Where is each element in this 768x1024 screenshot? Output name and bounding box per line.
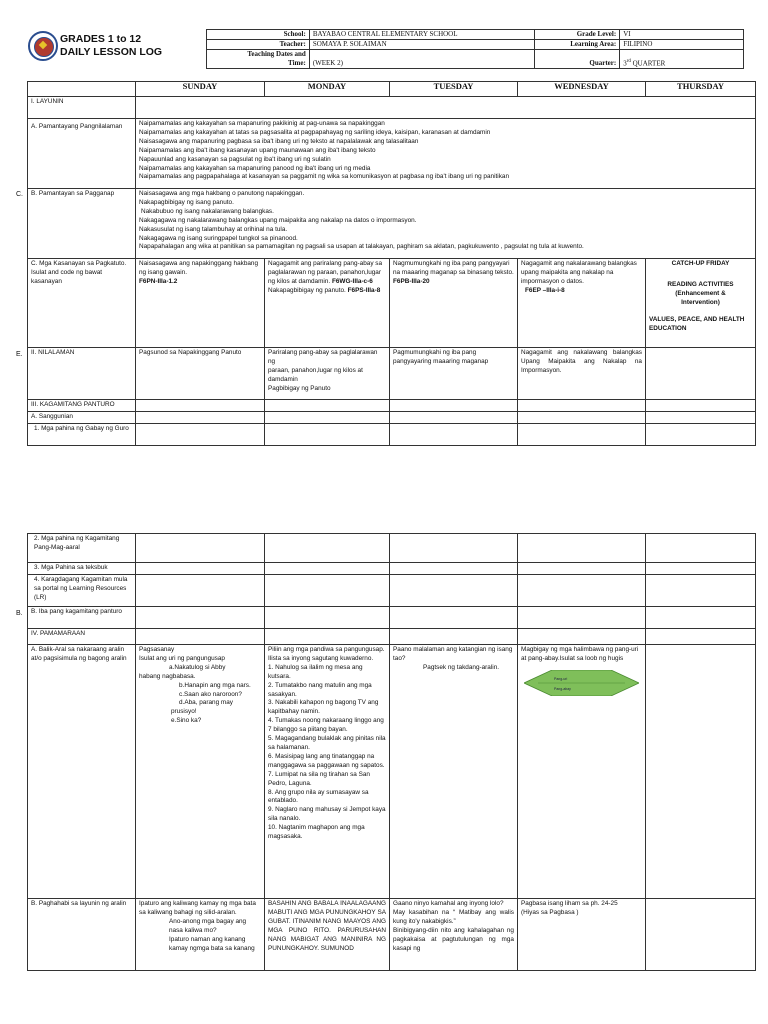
area-label: Learning Area: (535, 40, 620, 50)
label-paghahabi: B. Paghahabi sa layunin ng aralin (28, 899, 136, 971)
row-nilalaman (28, 348, 756, 400)
label-teksbuk: 3. Mga Pahina sa teksbuk (28, 563, 136, 575)
pagganap-line: Nakagagawa ng isang suringpapel tungkol sa pinanood. (139, 234, 298, 242)
lesson-table-part2 (27, 533, 756, 971)
balik-tuesday-2: Pagtsek ng takdang-aralin. (423, 663, 500, 671)
grade-value: VI (620, 30, 744, 40)
nilalaman-monday (265, 348, 390, 400)
day-header-row (28, 82, 756, 97)
lesson-table-part1 (27, 81, 756, 446)
kasanayan-sunday (136, 259, 265, 348)
pangnilalaman-line: Napauunlad ang kasanayan sa pagsulat ng iba't ibang uri ng sulatin (139, 155, 331, 163)
dates-value: (WEEK 2) (309, 50, 535, 69)
row-paghahabi (28, 899, 756, 971)
day-wednesday: WEDNESDAY (518, 82, 646, 97)
pagganap-line: Nakabubuo ng isang nakalarawang balangkas. (141, 207, 274, 215)
label-layunin: I. LAYUNIN (28, 97, 136, 119)
nilalaman-sunday: Pagsunod sa Napakinggang Panuto (136, 348, 265, 400)
pagganap-line: Napapahalagan ang wika at panitikan sa pamamagitan ng pagsali sa usapan at talakayan, paghiram sa aklatan, pagkukuwento , pagsulat ng tula at kuwento. (139, 243, 584, 251)
row-iba-pang (28, 607, 756, 629)
row-pamantayang-pangnilalaman (28, 119, 756, 189)
balik-sunday-line: e.Sino ka? (171, 717, 202, 725)
kasanayan-wednesday-code: F6EP –IIIa-i-8 (525, 286, 565, 294)
day-monday: MONDAY (265, 82, 390, 97)
row-kagamitang-pang-magaaral (28, 534, 756, 563)
paghahabi-wednesday (518, 899, 646, 971)
row-gabay (28, 423, 756, 445)
balik-aral-sunday (136, 645, 265, 899)
pangnilalaman-line: Naipamamalas ang pagpapahalaga at kasanayan sa paggamit ng wika sa komunikasyon at pagbasa ng iba't ibang uri ng panitikan (139, 173, 509, 181)
quarter-value (620, 50, 744, 69)
balik-aral-tuesday (390, 645, 518, 899)
paghahabi-tuesday-2: May kasabihan na “ Matibay ang walis kung ito'y nakabigkis.” (393, 908, 514, 925)
row-kagamitan (28, 400, 756, 412)
row-kasanayan (28, 259, 756, 348)
paghahabi-tuesday-1: Gaano ninyo kamahal ang inyong lolo? (393, 900, 504, 907)
day-sunday: SUNDAY (136, 82, 265, 97)
balik-sunday-line: Pagsasanay (139, 646, 175, 653)
kasanayan-sunday-text: Naisasagawa ang napakinggang hakbang ng isang gawain. (139, 260, 259, 276)
paghahabi-wednesday-1: Pagbasa isang liham sa ph. 24-25 (521, 900, 618, 907)
pagganap-content (136, 189, 756, 259)
balik-sunday-line: prusisyo! (171, 708, 197, 716)
day-thursday: THURSDAY (646, 82, 756, 97)
dates-label-line1: Teaching Dates and (247, 50, 306, 58)
kasanayan-monday-code: F6WG-IIIa-c-6 (331, 277, 373, 285)
margin-mark-c: C. (16, 191, 23, 198)
kasanayan-tuesday (390, 259, 518, 348)
values-peace-health: VALUES, PEACE, AND HEALTH EDUCATION (649, 315, 745, 332)
kasanayan-monday (265, 259, 390, 348)
label-karagdagang: 4. Karagdagang Kagamitan mula sa portal ng Learning Resources (LR) (28, 575, 136, 607)
pagganap-line: Nakasusulat ng isang talambuhay at orihinal na tula. (139, 225, 288, 233)
pangnilalaman-line: Naipamamalas ang kakayahan sa mapanuring panood ng iba't ibang uri ng media (139, 164, 371, 172)
paghahabi-sunday (136, 899, 265, 971)
enhancement-label: (Enhancement & (675, 289, 726, 297)
label-kagamitan: III. KAGAMITANG PANTURO (28, 400, 136, 412)
teacher-label: Teacher: (207, 40, 310, 50)
kasanayan-monday-text: Nagagamit ang pariralang pang-abay sa paglalarawan ng paraan, panahon,lugar ng kilos at damdamin. (268, 260, 383, 285)
balik-monday-line: 9. Naglaro nang mahusay si Jempot kaya sila nanalo. (268, 806, 386, 823)
paghahabi-tuesday-3: Binibigyang-diin nito ang kahalagahan ng pagkakaisa at pagtutulungan ng mga kasapi ng (393, 926, 514, 952)
label-iba-pang: B. Iba pang kagamitang panturo (28, 607, 136, 629)
row-pamamaraan (28, 629, 756, 645)
nilalaman-wednesday: Nagagamit ang nakalawang balangkas Upang Maipakita ang Nakalap na Impormasyon. (518, 348, 646, 400)
nilalaman-monday-2: paraan, panahon,lugar ng kilos at damdamin (268, 366, 363, 383)
paghahabi-wednesday-2: (Hiyas sa Pagbasa ) (521, 908, 579, 916)
diamond-shape (524, 670, 639, 696)
balik-wednesday-text: Magbigay ng mga halimbawa ng pang-uri at pang-abay.Isulat sa loob ng hugis (521, 646, 639, 662)
balik-monday-line: Piliin ang mga pandiwa sa pangungusap. Ilista sa inyong sagutang kuwaderno. (268, 646, 385, 662)
row-karagdagang (28, 575, 756, 607)
nilalaman-tuesday: Pagmumungkahi ng iba pang pangyayaring maaaring maganap (390, 348, 518, 400)
balik-monday-line: 4. Tumakas noong nakaraang linggo ang 7 bilanggo sa piitang bayan. (268, 717, 384, 734)
paghahabi-sunday-1: Ipaturo ang kaliwang kamay ng mga bata sa kaliwang bahagi ng silid-aralan. (139, 900, 256, 916)
balik-monday-line: 8. Ang grupo nila ay sumasayaw sa entablado. (268, 788, 369, 805)
balik-tuesday-1: Paano malalaman ang katangian ng isang tao? (393, 646, 513, 662)
balik-monday-line: 10. Nagtanim maghapon ang mga magsasaka. (268, 824, 365, 841)
paghahabi-monday: BASAHIN ANG BABALA INAALAGAANG MABUTI ANG MGA PUNUNGKAHOY SA GUBAT. ITINANIM NANG MAAYOS ANG MGA PUNO RITO. PARURUSAHAN NANG MABIGAT ANG MANINIRA NG PUNUNGKAHOY. SUMUNOD (265, 899, 390, 971)
label-balik-aral: A. Balik-Aral sa nakaraang aralin at/o pagsisimula ng bagong aralin (28, 645, 136, 899)
balik-monday-line: 6. Masisipag lang ang tinatanggap na manggagawa sa paggawaan ng sapatos. (268, 752, 385, 769)
school-value: BAYABAO CENTRAL ELEMENTARY SCHOOL (309, 30, 535, 40)
kasanayan-wednesday (518, 259, 646, 348)
row-layunin (28, 97, 756, 119)
pangnilalaman-line: Naipamamalas ang kakayahan sa mapanuring pakikinig at pag-unawa sa napakinggan (139, 120, 385, 127)
nilalaman-monday-1: Pariralang pang-abay sa paglalarawan ng (268, 349, 378, 365)
kasanayan-monday-text2: Nakapagbibigay ng panuto. (268, 286, 346, 294)
label-gabay: 1. Mga pahina ng Gabay ng Guro (28, 423, 136, 445)
school-label: School: (207, 30, 310, 40)
title-grades: GRADES 1 to 12 (60, 33, 142, 45)
label-pamamaraan: IV. PAMAMARAAN (28, 629, 136, 645)
row-teksbuk (28, 563, 756, 575)
balik-sunday-line: habang nagbabasa. (139, 672, 196, 680)
paghahabi-sunday-2: Ano-anong mga bagay ang nasa kaliwa mo? (169, 917, 247, 934)
quarter-label: Quarter: (535, 50, 620, 69)
kasanayan-monday-code2: F6PS-IIIa-8 (347, 286, 381, 294)
kasanayan-sunday-code: F6PN-IIIa-1.2 (139, 277, 178, 285)
pagganap-line: Nakagagawa ng nakalarawang balangkas upang maipakita ang nakalap na datos o impormasyon. (139, 216, 417, 224)
row-balik-aral (28, 645, 756, 899)
label-nilalaman: II. NILALAMAN (28, 348, 136, 400)
kasanayan-thursday (646, 259, 756, 348)
quarter-suffix: rd (626, 58, 631, 64)
balik-monday-line: 5. Magagandang bulaklak ang pinitas nila sa halamanan. (268, 735, 386, 751)
quarter-word: QUARTER (630, 59, 666, 67)
area-value: FILIPINO (620, 40, 744, 50)
header-info-table (206, 29, 744, 69)
row-sanggunian (28, 411, 756, 423)
margin-mark-b: B. (16, 610, 23, 617)
balik-monday-line: 3. Nakabili kahapon ng bagong TV ang kapitbahay namin. (268, 699, 379, 716)
margin-mark-e: E. (16, 351, 23, 358)
label-sanggunian: A. Sanggunian (28, 411, 136, 423)
balik-sunday-line: b.Hanapin ang mga nars. (179, 681, 251, 689)
day-tuesday: TUESDAY (390, 82, 518, 97)
title-dll: DAILY LESSON LOG (60, 46, 163, 58)
balik-sunday-line: a.Nakatulog si Abby (169, 663, 226, 671)
pangnilalaman-line: Naipamamalas ang kakayahan at tatas sa pagsasalita at pagpapahayag ng sariling ideya, kaisipan, karanasan at damdamin (139, 128, 491, 136)
row-pamantayan-pagganap (28, 189, 756, 259)
pagganap-line: Naisasagawa ang mga hakbang o panutong napakinggan. (139, 190, 305, 197)
balik-monday-line: 7. Lumipat na sila ng tirahan sa San Pedro, Laguna. (268, 770, 370, 787)
balik-monday-line: 2. Tumatakbo nang matulin ang mga sasakyan. (268, 681, 372, 698)
pagganap-line: Nakapagbibigay ng isang panuto. (139, 198, 234, 206)
reading-activities: READING ACTIVITIES (667, 280, 734, 288)
balik-sunday-line: Isulat ang uri ng pangungusap (139, 654, 225, 662)
document-title (60, 33, 162, 59)
kasanayan-tuesday-code: F6PB-IIIa-20 (393, 277, 430, 285)
balik-sunday-line: d.Aba, parang may (179, 699, 233, 707)
paghahabi-sunday-3: Ipaturo naman ang kanang kamay ngmga bata sa kanang (169, 935, 255, 952)
nilalaman-monday-3: Pagbibigay ng Panuto (268, 384, 331, 392)
label-kasanayan: C. Mga Kasanayan sa Pagkatuto. Isulat and code ng bawat kasanayan (28, 259, 136, 348)
teacher-value: SOMAYA P. SOLAIMAN (309, 40, 535, 50)
balik-aral-wednesday (518, 645, 646, 899)
kasanayan-tuesday-text: Nagmumungkahi ng iba pang pangyayari na maaaring maganap sa binasang teksto. (393, 260, 514, 276)
diamond-top-label: Pang-uri (554, 676, 568, 681)
diamond-bottom-label: Pang-abay (554, 686, 571, 691)
paghahabi-tuesday (390, 899, 518, 971)
pangnilalaman-content (136, 119, 756, 189)
kasanayan-wednesday-text: Nagagamit ang nakalarawang balangkas upang maipakita ang nakalap na impormasyon o datos. (521, 260, 637, 285)
pangnilalaman-line: Naisasagawa ang mapanuring pagbasa sa iba't ibang uri ng teksto at napalalawak ang talasalitaan (139, 137, 419, 145)
balik-monday-line: 1. Nahulog sa ilalim ng mesa ang kutsara. (268, 663, 363, 680)
quarter-number: 3 (623, 59, 627, 67)
balik-sunday-line: c.Saan ako naroroon? (179, 690, 242, 698)
dates-label-line2: Time: (288, 59, 306, 67)
intervention-label: Intervention) (681, 298, 720, 306)
label-pamantayan-pagganap: B. Pamantayan sa Pagganap (28, 189, 136, 259)
label-pamantayang-pangnilalaman: A. Pamantayang Pangnilalaman (28, 119, 136, 189)
pangnilalaman-line: Naipamamalas ang iba't ibang kasanayan upang maunawaan ang iba't ibang teksto (139, 146, 376, 154)
catch-up-friday: CATCH-UP FRIDAY (671, 260, 730, 267)
dates-label (207, 50, 310, 69)
deped-seal-logo (28, 31, 58, 61)
grade-label: Grade Level: (535, 30, 620, 40)
balik-aral-monday (265, 645, 390, 899)
label-kagamitang-pang-magaaral: 2. Mga pahina ng Kagamitang Pang-Mag-aaral (28, 534, 136, 563)
